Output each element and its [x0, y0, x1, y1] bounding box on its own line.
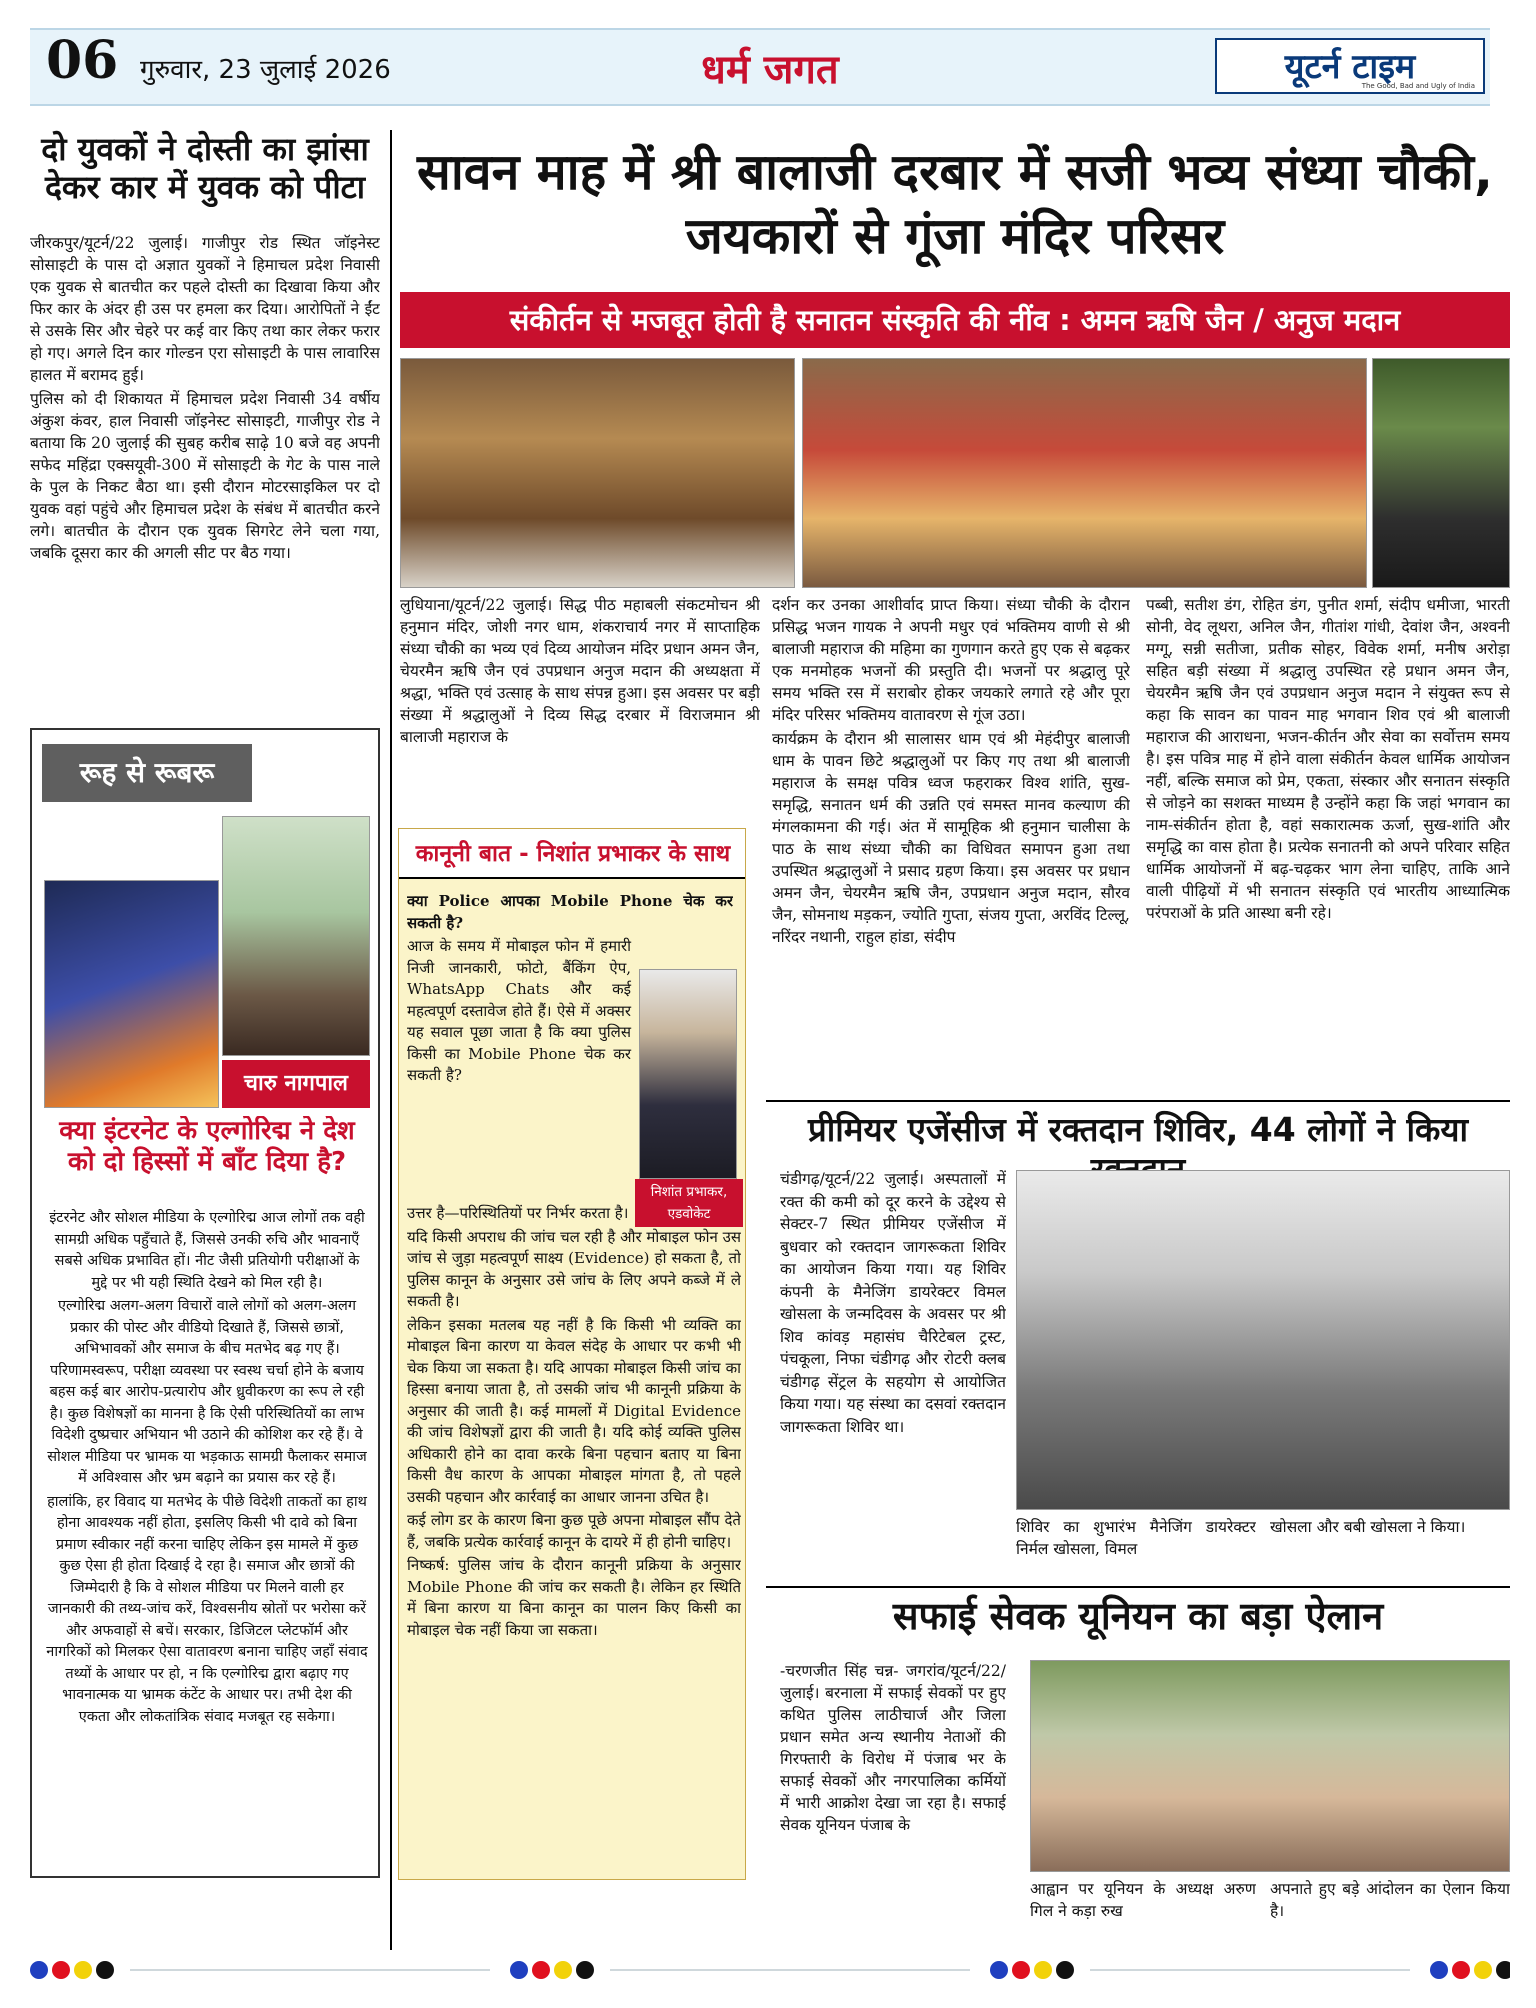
- logo-tagline: The Good, Bad and Ugly of India: [1361, 82, 1475, 90]
- footer-rule: [610, 1969, 970, 1971]
- section-title: धर्म जगत: [701, 47, 839, 93]
- column-author-name: चारु नागपाल: [222, 1060, 370, 1108]
- registration-dot: [52, 1961, 70, 1979]
- blood-donation-caption-1: [1016, 1516, 1256, 1562]
- legal-paragraph: कई लोग डर के कारण बिना कुछ पूछे अपना मोबाइल सौंप देते हैं, जबकि प्रत्येक कार्रवाई कानून के दायरे में ही होनी चाहिए।: [407, 1511, 741, 1551]
- registration-dot: [554, 1961, 572, 1979]
- legal-advice-box: [398, 828, 746, 1880]
- column-paragraph: एल्गोरिद्म अलग-अलग विचारों वाले लोगों को अलग-अलग प्रकार की पोस्ट और वीडियो दिखाते हैं, जिससे छात्रों, अभिभावकों और समाज के बीच मतभेद बढ़ गए हैं। परिणामस्वरूप, परीक्षा व्यवस्था पर स्वस्थ चर्चा होने के बजाय बहस कई बार आरोप-प्रत्यारोप और ध्रुवीकरण का रूप ले रही है। कुछ विशेषज्ञों का मानना है कि ऐसी परिस्थितियों का लाभ विदेशी दुष्प्रचार अभियान भी उठाने की कोशिश कर रहे हैं। वे सोशल मीडिया पर भ्रामक या भड़काऊ सामग्री फैलाकर समाज में अविश्वास और भ्रम बढ़ाने का प्रयास कर रहे हैं।: [47, 1298, 367, 1486]
- column-band: रूह से रूबरू: [42, 744, 252, 802]
- main-story-paragraph: दर्शन कर उनका आशीर्वाद प्राप्त किया। संध्या चौकी के दौरान प्रसिद्ध भजन गायक ने अपनी मधुर एवं भक्तिमय वाणी से श्री बालाजी महाराज की महिमा का गुणगान करते हुए एक से बढ़कर एक मनमोहक भजनों की प्रस्तुति दी। भजनों पर श्रद्धालु पूरे समय भक्ति रस में सराबोर होकर जयकारे लगाते रहे और पूरा मंदिर परिसर भक्तिमय वातावरण से गूंज उठा।: [772, 596, 1130, 724]
- blood-donation-photo: [1016, 1170, 1510, 1510]
- section-divider: [766, 1100, 1510, 1102]
- left-story-paragraph: पुलिस को दी शिकायत में हिमाचल प्रदेश निवासी 34 वर्षीय अंकुश कंवर, हाल निवासी जॉइनेस्ट सोसाइटी, गाजीपुर रोड ने बताया कि 20 जुलाई की सुबह करीब साढ़े 10 बजे वह अपनी सफेद महिंद्रा एक्सयूवी-300 में सोसाइटी के गेट के पास नाले के पुल के निकट बैठा था। इसी दौरान मोटरसाइकिल पर दो युवक वहां पहुंचे और हिमाचल प्रदेश के संबंध में बातचीत करने लगे। बातचीत के दौरान एक युवक सिगरेट लेने चला गया, जबकि दूसरा कार की अगली सीट पर बैठ गया।: [30, 390, 380, 562]
- legal-paragraph: लेकिन इसका मतलब यह नहीं है कि किसी भी व्यक्ति का मोबाइल बिना कारण या केवल संदेह के आधार पर कभी भी चेक किया जा सकता है। यदि आपका मोबाइल किसी जांच का हिस्सा बनाया जाता है, तो उसकी जांच भी कानूनी प्रक्रिया के अनुसार की जाती है। कई मामलों में Digital Evidence की जांच विशेषज्ञों द्वारा की जाती है। यदि कोई व्यक्ति पुलिस अधिकारी होने का दावा करके बिना पहचान बताए या बिना किसी वैध कारण के आपका मोबाइल मांगता है, तो पहले उसकी पहचान और कार्रवाई का आधार जानना उचित है।: [407, 1315, 741, 1506]
- registration-dot: [1496, 1961, 1510, 1979]
- column-paragraph: इंटरनेट और सोशल मीडिया के एल्गोरिद्म आज लोगों तक वही सामग्री अधिक पहुँचाते हैं, जिससे उनकी रुचि और भावनाएँ सबसे अधिक प्रभावित हों। नीट जैसी प्रतियोगी परीक्षाओं के मुद्दे पर भी यही स्थिति देखने को मिल रही है।: [49, 1210, 365, 1291]
- caption-text: खोसला और बबी खोसला ने किया।: [1270, 1518, 1466, 1536]
- advocate-name: निशांत प्रभाकर,: [650, 1184, 728, 1200]
- caption-text: आह्वान पर यूनियन के अध्यक्ष अरुण गिल ने कड़ा रुख: [1030, 1880, 1256, 1920]
- left-story-paragraph: जीरकपुर/यूटर्न/22 जुलाई। गाजीपुर रोड स्थित जॉइनेस्ट सोसाइटी के पास दो अज्ञात युवकों ने हिमाचल प्रदेश निवासी एक युवक से बातचीत कर पहले दोस्ती का दिखावा किया और फिर कार के अंदर ही उस पर हमला कर दिया। आरोपितों ने ईंट से उसके सिर और चेहरे पर कई वार किए तथा कार लेकर फरार हो गए। अगले दिन कार गोल्डन एरा सोसाइटी के पास लावारिस हालत में बरामद हुई।: [30, 234, 380, 384]
- safai-caption-1: [1030, 1878, 1256, 1924]
- legal-body: [407, 1203, 741, 1643]
- registration-dot: [990, 1961, 1008, 1979]
- safai-paragraph: -चरणजीत सिंह चन्न- जगरांव/यूटर्न/22/जुलाई। बरनाला में सफाई सेवकों पर हुए कथित पुलिस लाठीचार्ज और जिला प्रधान समेत अन्य स्थानीय नेताओं की गिरफ्तारी के विरोध में पंजाब भर के सफाई सेवकों और नगरपालिका कर्मियों में भारी आक्रोश देखा जा रहा है। सफाई सेवक यूनियन पंजाब के: [780, 1662, 1006, 1834]
- legal-paragraph: यदि किसी अपराध की जांच चल रही है और मोबाइल फोन उस जांच से जुड़ा महत्वपूर्ण साक्ष्य (Evidence) हो सकता है, तो पुलिस कानून के अनुसार उसे जांच के लिए अपने कब्जे में ले सकती है।: [407, 1227, 741, 1310]
- registration-dot: [1452, 1961, 1470, 1979]
- logo-text: यूटर्न टाइम: [1284, 47, 1416, 87]
- column-author-photo: [222, 816, 370, 1056]
- legal-paragraph: निष्कर्ष: पुलिस जांच के दौरान कानूनी प्रक्रिया के अनुसार Mobile Phone की जांच कर सकती है। लेकिन हर स्थिति में बिना कारण या बिना कानून का पालन किए किसी का मोबाइल चेक नहीं किया जा सकता।: [407, 1556, 741, 1639]
- section-divider: [766, 1586, 1510, 1588]
- legal-intro: आज के समय में मोबाइल फोन में हमारी निजी जानकारी, फोटो, बैंकिंग ऐप, WhatsApp Chats और कई महत्वपूर्ण दस्तावेज होते हैं। ऐसे में अक्सर यह सवाल पूछा जाता है कि क्या पुलिस किसी का Mobile Phone चेक कर सकती है?: [407, 937, 631, 1084]
- main-story-paragraph: पब्बी, सतीश डंग, रोहित डंग, पुनीत शर्मा, संदीप धमीजा, भारती सोनी, वेद लूथरा, अनिल जैन, गीतांश गांधी, देवांश जैन, अश्वनी मग्गू, सन्नी सतीजा, प्रतीक सोहर, विवेक शर्मा, मनीष अरोड़ा सहित बड़ी संख्या में श्रद्धालु उपस्थित रहे प्रधान अमन जैन, चेयरमैन ऋषि जैन एवं उपप्रधान अनुज मदान ने संयुक्त रूप से कहा कि सावन का पावन माह भगवान शिव एवं श्री बालाजी महाराज की आराधना, भजन-कीर्तन और सेवा का सर्वोत्तम समय है। इस पवित्र माह में होने वाला संकीर्तन केवल धार्मिक आयोजन नहीं, बल्कि समाज को प्रेम, एकता, संस्कार और सनातन संस्कृति से जोड़ने का सशक्त माध्यम है उन्होंने कहा कि जहां भगवान का नाम-संकीर्तन होता है, वहां सकारात्मक ऊर्जा, सुख-शांति और समृद्धि का वास होता है। प्रत्येक सनातनी को अपने परिवार सहित धार्मिक आयोजनों में बढ़-चढ़कर भाग लेना चाहिए, ताकि आने वाली पीढ़ियों में भी सनातन संस्कृति एवं भारतीय आध्यात्मिक परंपराओं के प्रति आस्था बनी रहे।: [1146, 596, 1510, 922]
- registration-dot: [96, 1961, 114, 1979]
- main-story-paragraph: कार्यक्रम के दौरान श्री सालासर धाम एवं श्री मेहंदीपुर बालाजी धाम के पावन छिटे श्रद्धालुओं पर किए गए तथा श्री बालाजी महाराज के समक्ष पवित्र ध्वज फहराकर विश्व शांति, सुख-समृद्धि, सनातन धर्म की उन्नति एवं समस्त मानव कल्याण की मंगलकामना की गई। अंत में सामूहिक श्री हनुमान चालीसा के पाठ के साथ संध्या चौकी का विधिवत समापन हुआ तथा उपस्थित श्रद्धालुओं ने प्रसाद ग्रहण किया। इस अवसर पर प्रधान अमन जैन, चेयरमैन ऋषि जैन, उपप्रधान अनुज मदान, सौरव जैन, सोमनाथ मड़कन, ज्योति गुप्ता, संजय गुप्ता, अरविंद टिल्लू, नरिंदर नथानी, राहुल हांडा, संदीप: [772, 730, 1130, 946]
- main-story-column-1: [400, 594, 760, 750]
- registration-dot: [74, 1961, 92, 1979]
- registration-dot: [576, 1961, 594, 1979]
- newspaper-logo: [1215, 38, 1485, 94]
- column-paragraph: हालांकि, हर विवाद या मतभेद के पीछे विदेशी ताकतों का हाथ होना आवश्यक नहीं होता, इसलिए किसी भी दावे को बिना प्रमाण स्वीकार नहीं करना चाहिए लेकिन इस मामले में कुछ कुछ ऐसा ही होता दिखाई दे रहा है। समाज और छात्रों की जिम्मेदारी है कि वे सोशल मीडिया पर मिलने वाली हर जानकारी की तथ्य-जांच करें, विश्वसनीय स्रोतों पर भरोसा करें और अफवाहों से बचें। सरकार, डिजिटल प्लेटफॉर्म और नागरिकों को मिलकर ऐसा वातावरण बनाना चाहिए जहाँ संवाद तथ्यों के आधार पर हो, न कि एल्गोरिद्म द्वारा बढ़ाए गए भावनात्मक या भ्रामक कंटेंट के आधार पर। तभी देश की एकता और लोकतांत्रिक संवाद मजबूत रह सकेगा।: [46, 1493, 368, 1725]
- column-divider: [390, 130, 392, 1950]
- safai-headline: सफाई सेवक यूनियन का बड़ा ऐलान: [892, 1594, 1384, 1638]
- page-number: 06: [46, 30, 119, 91]
- registration-dot: [510, 1961, 528, 1979]
- legal-paragraph: उत्तर है—परिस्थितियों पर निर्भर करता है।: [407, 1204, 629, 1222]
- registration-dot: [532, 1961, 550, 1979]
- caption-text: अपनाते हुए बड़े आंदोलन का ऐलान किया है।: [1270, 1880, 1510, 1920]
- registration-dot: [1056, 1961, 1074, 1979]
- blood-donation-paragraph: चंडीगढ़/यूटर्न/22 जुलाई। अस्पतालों में रक्त की कमी को दूर करने के उद्देश्य से सेक्टर-7 स्थित प्रीमियर एजेंसीज में बुधवार को रक्तदान जागरूकता शिविर का आयोजन किया गया। यह शिविर कंपनी के मैनेजिंग डायरेक्टर विमल खोसला के जन्मदिवस के अवसर पर श्री शिव कांवड़ महासंघ चैरिटेबल ट्रस्ट, पंचकूला, निफा चंडीगढ़ और रोटरी क्लब चंडीगढ़ सेंट्रल के सहयोग से आयोजित किया गया। यह संस्था का दसवां रक्तदान जागरूकता शिविर था।: [780, 1170, 1006, 1436]
- registration-dot: [1474, 1961, 1492, 1979]
- page-date: गुरुवार, 23 जुलाई 2026: [140, 55, 391, 85]
- main-story-headline: सावन माह में श्री बालाजी दरबार में सजी भव्य संध्या चौकी, जयकारों से गूंजा मंदिर परिसर: [417, 143, 1493, 265]
- registration-dot: [1430, 1961, 1448, 1979]
- devotees-group-photo: [802, 358, 1367, 588]
- left-story-headline: दो युवकों ने दोस्ती का झांसा देकर कार में युवक को पीटा: [41, 130, 369, 207]
- registration-dot: [1012, 1961, 1030, 1979]
- main-story-subhead: संकीर्तन से मजबूत होती है सनातन संस्कृति की नींव : अमन ऋषि जैन / अनुज मदान: [400, 292, 1510, 348]
- opinion-column-box: [30, 728, 380, 1878]
- blood-donation-headline: प्रीमियर एजेंसीज में रक्तदान शिविर, 44 लोगों ने किया: [807, 1110, 1469, 1149]
- main-story-column-3: [1146, 594, 1510, 926]
- page-footer: [30, 1952, 1510, 1988]
- safai-caption-2: [1270, 1878, 1510, 1924]
- footer-rule: [1090, 1969, 1410, 1971]
- legal-band: कानूनी बात - निशांत प्रभाकर के साथ: [399, 829, 746, 879]
- legal-question-block: [407, 891, 733, 1089]
- left-story-body: [30, 232, 380, 566]
- registration-dot: [1034, 1961, 1052, 1979]
- blood-donation-caption-2: [1270, 1516, 1510, 1540]
- footer-rule: [130, 1969, 490, 1971]
- column-illustration-image: [44, 880, 219, 1108]
- legal-question: क्या Police आपका Mobile Phone चेक कर सकती है?: [407, 892, 733, 932]
- main-story-column-2: [772, 594, 1130, 950]
- blood-donation-body: [780, 1168, 1006, 1440]
- main-story-paragraph: लुधियाना/यूटर्न/22 जुलाई। सिद्ध पीठ महाबली संकटमोचन श्री हनुमान मंदिर, जोशी नगर धाम, शंकराचार्य नगर में साप्ताहिक संध्या चौकी का भव्य एवं दिव्य आयोजन मंदिर प्रधान अमन जैन, चेयरमैन ऋषि जैन एवं उपप्रधान अनुज मदान की अध्यक्षता में श्रद्धा, भक्ति एवं उत्साह के साथ संपन्न हुआ। इस अवसर पर बड़ी संख्या में श्रद्धालुओं ने दिव्य सिद्ध दरबार में विराजमान श्री बालाजी महाराज के: [400, 596, 760, 746]
- registration-dot: [30, 1961, 48, 1979]
- masthead: [0, 0, 1536, 120]
- column-body: [46, 1208, 368, 1730]
- temple-photo: [400, 358, 795, 588]
- column-headline: क्या इंटरनेट के एल्गोरिद्म ने देश को दो हिस्सों में बाँट दिया है?: [59, 1116, 355, 1178]
- caption-text: शिविर का शुभारंभ मैनेजिंग डायरेक्टर निर्मल खोसला, विमल: [1016, 1518, 1256, 1558]
- singer-photo: [1372, 358, 1510, 588]
- safai-body: [780, 1660, 1006, 1838]
- advocate-title: एडवोकेट: [667, 1206, 711, 1222]
- protest-photo: [1030, 1660, 1510, 1872]
